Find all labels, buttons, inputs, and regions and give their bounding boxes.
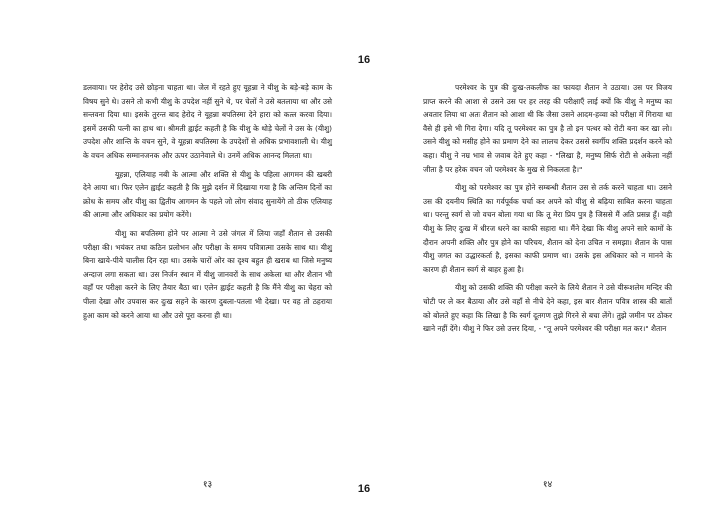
page-number-bottom: 16 (357, 483, 371, 495)
left-page-column (83, 81, 332, 322)
left-paragraph-2: यूहन्ना, एलियाह नबी के आत्मा और शक्ति से यीशु के पहिला आगमन की खबरी देने आया था। फिर एलेन ह्वाईट कहती है कि मुझे दर्शन में दिखाया गया है कि अन्तिम दिनों का क्रोध के समय और यीशु का द्वितीय आगमन के पहले जो लोग संवाद सुनायेंगे तो ठीक एलियाह की आत्मा और अधिकार का प्रयोग करेंगे। (83, 169, 332, 220)
right-page-column (423, 81, 672, 336)
right-paragraph-3: यीशु को उसकी शक्ति की परीक्षा करने के लिये शैतान ने उसे यीरूशलेम मन्दिर की चोटी पर ले कर बैठाया और उसे वहाँ से नीचे देने कहा, इस बार शैतान पवित्र शास्त्र की बातों को बोलते हुए कहा कि लिखा है कि स्वर्ग दूतगण तुझे गिरने से बचा लेंगे। तुझे जमीन पर ठोकर खाने नहीं देंगे। यीशु ने फिर उसे उत्तर दिया, - "तू अपने परमेश्वर की परीक्षा मत कर।" शैतान (423, 283, 672, 334)
right-paragraph-1: परमेश्वर के पुत्र की दुःख-तकलीफ का फायदा शैतान ने उठाया। उस पर विजय प्राप्त करने की आशा से उसने उस पर हर तरह की परीक्षाएँ लाई क्यों कि यीशु ने मनुष्य का अवतार लिया था अतः शैतान को आशा थी कि जैसा उसने आदम-हव्वा को परीक्षा में गिराया था वैसे ही इसे भी गिरा देगा। यदि तू परमेश्वर का पुत्र है तो इन पत्थर को रोटी बना कर खा लो। उसने यीशु को मसीह होने का प्रमाण देने का लालच देकर उससे स्वर्गीय शक्ति प्रदर्शन करने को कहा। यीशु ने नम्र भाव से जवाब देते हुए कहा - "लिखा है, मनुष्य सिर्फ रोटी से अकेला नहीं जीता है पर हरेक वचन जो परमेश्वर के मुख से निकलता है।" (423, 83, 672, 174)
page-number-top: 16 (357, 54, 371, 66)
right-paragraph-2: यीशु को परमेश्वर का पुत्र होने सम्बन्धी शैतान उस से तर्क करने चाहता था। उसने उस की दयनीय स्थिति का गर्वपूर्वक चर्चा कर अपने को यीशु से बढ़िया साबित करना चाहता था। परन्तु स्वर्ग से जो वचन बोला गया था कि तू मेरा प्रिय पुत्र है जिससे मैं अति प्रसन्न हूँ। वही यीशु के लिए दुःख में धीरज धरने का काफी सहारा था। मैंने देखा कि यीशु अपने सारे कामों के दौरान अपनी शक्ति और पुत्र होने का परिचय, शैतान को देना उचित न समझा। शैतान के पास यीशु जगत का उद्धारकर्ता है, इसका काफी प्रमाण था। उसके इस अधिकार को न मानने के कारण ही शैतान स्वर्ग से बाहर हुआ है। (423, 183, 672, 274)
left-paragraph-3: यीशु का बपतिस्मा होने पर आत्मा ने उसे जंगल में लिया जहाँ शैतान से उसकी परीक्षा की। भयंकर तथा कठिन प्रलोभन और परीक्षा के समय पवित्रात्मा उसके साथ था। यीशु बिना खाये-पीये चालीस दिन रहा था। उसके चारों ओर का दृश्य बहुत ही खराब था जिसे मनुष्य अन्दाज लगा सकता था। उस निर्जन स्थान में यीशु जानवरों के साथ अकेला था और शैतान भी वहाँ पर परीक्षा करने के लिए तैयार बैठा था। एलेन ह्वाईट कहती है कि मैंने यीशु का चेहरा को पीला देखा और उपवास कर दुःख सहने के कारण दुबला-पतला भी देखा। पर वह तो ठहराया हुआ काम को करने आया था और उसे पूरा करना ही था। (83, 228, 332, 320)
right-page-footer-number: १४ (542, 480, 553, 490)
left-paragraph-1: डलवाया। पर हेरोद उसे छोड़ना चाहता था। जेल में रहते हुए यूहन्ना ने यीशु के बड़े-बड़े काम के विषय सुने थे। उसने तो कभी यीशु के उपदेश नहीं सुने थे, पर चेलों ने उसे बतलाया था और उसे सन्तवना दिया था। इसके तुरन्त बाद हेरोद ने यूहन्ना बपतिस्मा देने हारा को कत्ल करवा दिया। इसमें उसकी पत्नी का हाथ था। श्रीमती ह्वाईट कहती है कि यीशु के थोड़े चेलों ने उस के (यीशु) उपदेश और शान्ति के वचन सुने, वे यूहन्ना बपतिस्मा के उपदेशों से अधिक प्रभावशाली थे। यीशु के वचन अधिक सम्मानजनक और ऊपर उठानेवाले थे। उनमें अधिक आनन्द मिलता था। (83, 83, 332, 160)
left-page-footer-number: १३ (202, 480, 213, 490)
